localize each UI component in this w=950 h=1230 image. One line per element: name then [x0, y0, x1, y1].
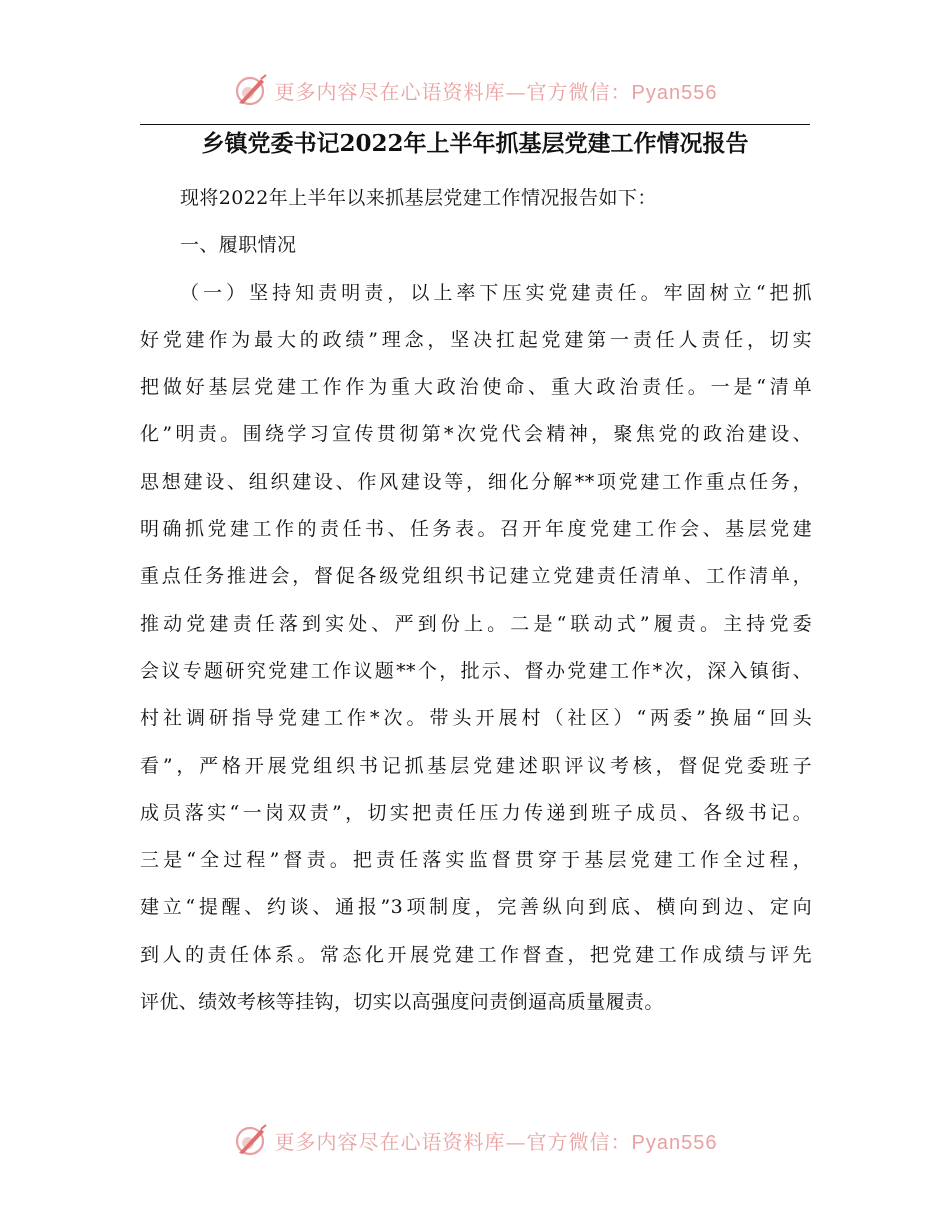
- paragraph-line: 明确抓党建工作的责任书、任务表。召开年度党建工作会、基层党建: [140, 518, 812, 541]
- paragraph-line: 推动党建责任落到实处、严到份上。二是“联动式”履责。主持党委: [140, 612, 812, 635]
- header-rule: [140, 124, 810, 125]
- paragraph-line: 把做好基层党建工作作为重大政治使命、重大政治责任。一是“清单: [140, 376, 812, 399]
- watermark-text: 更多内容尽在心语资料库—官方微信：Pyan556: [274, 79, 718, 104]
- paragraph-line: 看”，严格开展党组织书记抓基层党建述职评议考核，督促党委班子: [140, 754, 812, 777]
- paragraph-line: 现将2022年上半年以来抓基层党建工作情况报告如下：: [180, 187, 657, 209]
- paragraph-line: 三是“全过程”督责。把责任落实监督贯穿于基层党建工作全过程，: [140, 849, 812, 872]
- paragraph-line: （一）坚持知责明责，以上率下压实党建责任。牢固树立“把抓: [180, 281, 812, 304]
- paragraph-line: 思想建设、组织建设、作风建设等，细化分解**项党建工作重点任务，: [140, 470, 812, 493]
- paragraph-line: 化”明责。围绕学习宣传贯彻第*次党代会精神，聚焦党的政治建设、: [140, 423, 812, 446]
- paragraph-line: 建立“提醒、约谈、通报”3项制度，完善纵向到底、横向到边、定向: [140, 896, 812, 919]
- paragraph-line: 评优、绩效考核等挂钩，切实以高强度问责倒逼高质量履责。: [140, 991, 664, 1014]
- quill-logo-icon: [233, 73, 267, 107]
- watermark-text: 更多内容尽在心语资料库—官方微信：Pyan556: [274, 1129, 718, 1154]
- section-heading: 一、履职情况: [180, 234, 297, 257]
- paragraph-line: 到人的责任体系。常态化开展党建工作督查，把党建工作成绩与评先: [140, 943, 812, 966]
- document-body: [140, 178, 812, 1029]
- quill-logo-icon: [233, 1123, 267, 1157]
- paragraph-line: 好党建作为最大的政绩”理念，坚决扛起党建第一责任人责任，切实: [140, 328, 812, 351]
- paragraph-line: 成员落实“一岗双责”，切实把责任压力传递到班子成员、各级书记。: [140, 801, 812, 824]
- paragraph-line: 村社调研指导党建工作*次。带头开展村（社区）“两委”换届“回头: [140, 707, 812, 730]
- paragraph-line: 会议专题研究党建工作议题**个，批示、督办党建工作*次，深入镇街、: [140, 659, 812, 682]
- watermark-footer: [0, 1120, 950, 1160]
- paragraph-line: 重点任务推进会，督促各级党组织书记建立党建责任清单、工作清单，: [140, 565, 812, 588]
- watermark-header: [0, 70, 950, 110]
- document-title: 乡镇党委书记2022年上半年抓基层党建工作情况报告: [201, 130, 749, 157]
